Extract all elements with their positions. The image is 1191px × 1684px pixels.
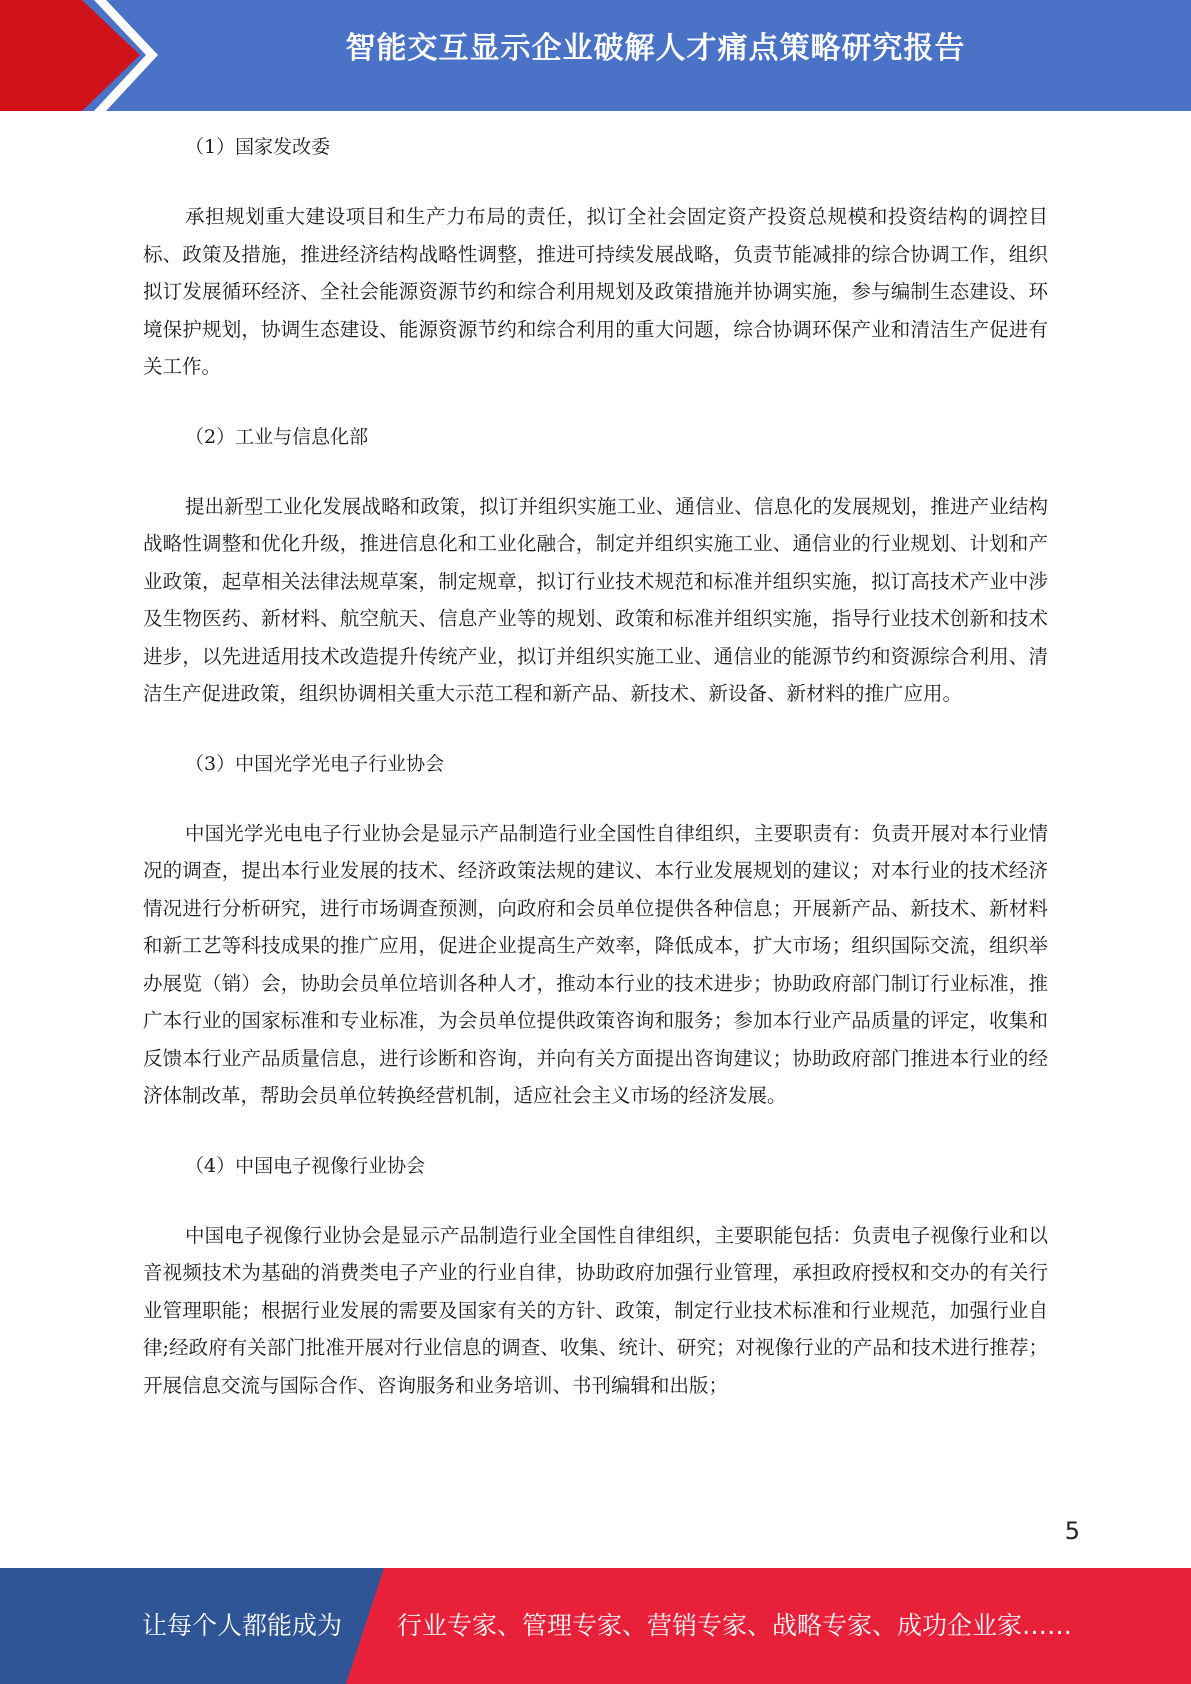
page-header [0, 0, 1191, 111]
footer-slogan-left: 让每个人都能成为 [142, 1611, 343, 1640]
section-heading-ndrc: （1）国家发改委 [185, 136, 331, 158]
page-footer [0, 1568, 1191, 1684]
section-paragraph-ndrc: 承担规划重大建设项目和生产力布局的责任，拟订全社会固定资产投资总规模和投资结构的调控目标、政策及措施，推进经济结构战略性调整，推进可持续发展战略，负责节能减排的综合协调工作，组织拟订发展循环经济、全社会能源资源节约和综合利用规划及政策措施并协调实施，参与编制生态建设、环境保护规划，协调生态建设、能源资源节约和综合利用的重大问题，综合协调环保产业和清洁生产促进有关工作。 [143, 205, 1048, 378]
section-heading-cvia: （4）中国电子视像行业协会 [185, 1154, 426, 1177]
section-heading-coema: （3）中国光学光电子行业协会 [185, 752, 445, 775]
section-paragraph-coema: 中国光学光电电子行业协会是显示产品制造行业全国性自律组织，主要职责有：负责开展对本行业情况的调查，提出本行业发展的技术、经济政策法规的建议、本行业发展规划的建议；对本行业的技术经济情况进行分析研究，进行市场调查预测，向政府和会员单位提供各种信息；开展新产品、新技术、新材料和新工艺等科技成果的推广应用，促进企业提高生产效率，降低成本，扩大市场；组织国际交流，组织举办展览（销）会，协助会员单位培训各种人才，推动本行业的技术进步；协助政府部门制订行业标准，推广本行业的国家标准和专业标准，为会员单位提供政策咨询和服务；参加本行业产品质量的评定，收集和反馈本行业产品质量信息，进行诊断和咨询，并向有关方面提出咨询建议；协助政府部门推进本行业的经济体制改革，帮助会员单位转换经营机制，适应社会主义市场的经济发展。 [143, 821, 1048, 1107]
page-number: 5 [1064, 1517, 1080, 1545]
footer-slogan-right: 行业专家、管理专家、营销专家、战略专家、成功企业家…… [397, 1611, 1073, 1640]
section-heading-miit: （2）工业与信息化部 [185, 425, 369, 448]
document-body [143, 128, 1048, 1436]
report-title: 智能交互显示企业破解人才痛点策略研究报告 [345, 31, 966, 66]
section-paragraph-miit: 提出新型工业化发展战略和政策，拟订并组织实施工业、通信业、信息化的发展规划，推进产业结构战略性调整和优化升级，推进信息化和工业化融合，制定并组织实施工业、通信业的行业规划、计划和产业政策，起草相关法律法规草案，制定规章，拟订行业技术规范和标准并组织实施，拟订高技术产业中涉及生物医药、新材料、航空航天、信息产业等的规划、政策和标准并组织实施，指导行业技术创新和技术进步，以先进适用技术改造提升传统产业，拟订并组织实施工业、通信业的能源节约和资源综合利用、清洁生产促进政策，组织协调相关重大示范工程和新产品、新技术、新设备、新材料的推广应用。 [143, 494, 1048, 705]
section-paragraph-cvia: 中国电子视像行业协会是显示产品制造行业全国性自律组织，主要职能包括：负责电子视像行业和以音视频技术为基础的消费类电子产业的行业自律，协助政府加强行业管理，承担政府授权和交办的有关行业管理职能；根据行业发展的需要及国家有关的方针、政策，制定行业技术标准和行业规范，加强行业自律;经政府有关部门批准开展对行业信息的调查、收集、统计、研究；对视像行业的产品和技术进行推荐；开展信息交流与国际合作、咨询服务和业务培训、书刊编辑和出版； [143, 1223, 1048, 1397]
header-arrow-decoration [0, 0, 160, 111]
